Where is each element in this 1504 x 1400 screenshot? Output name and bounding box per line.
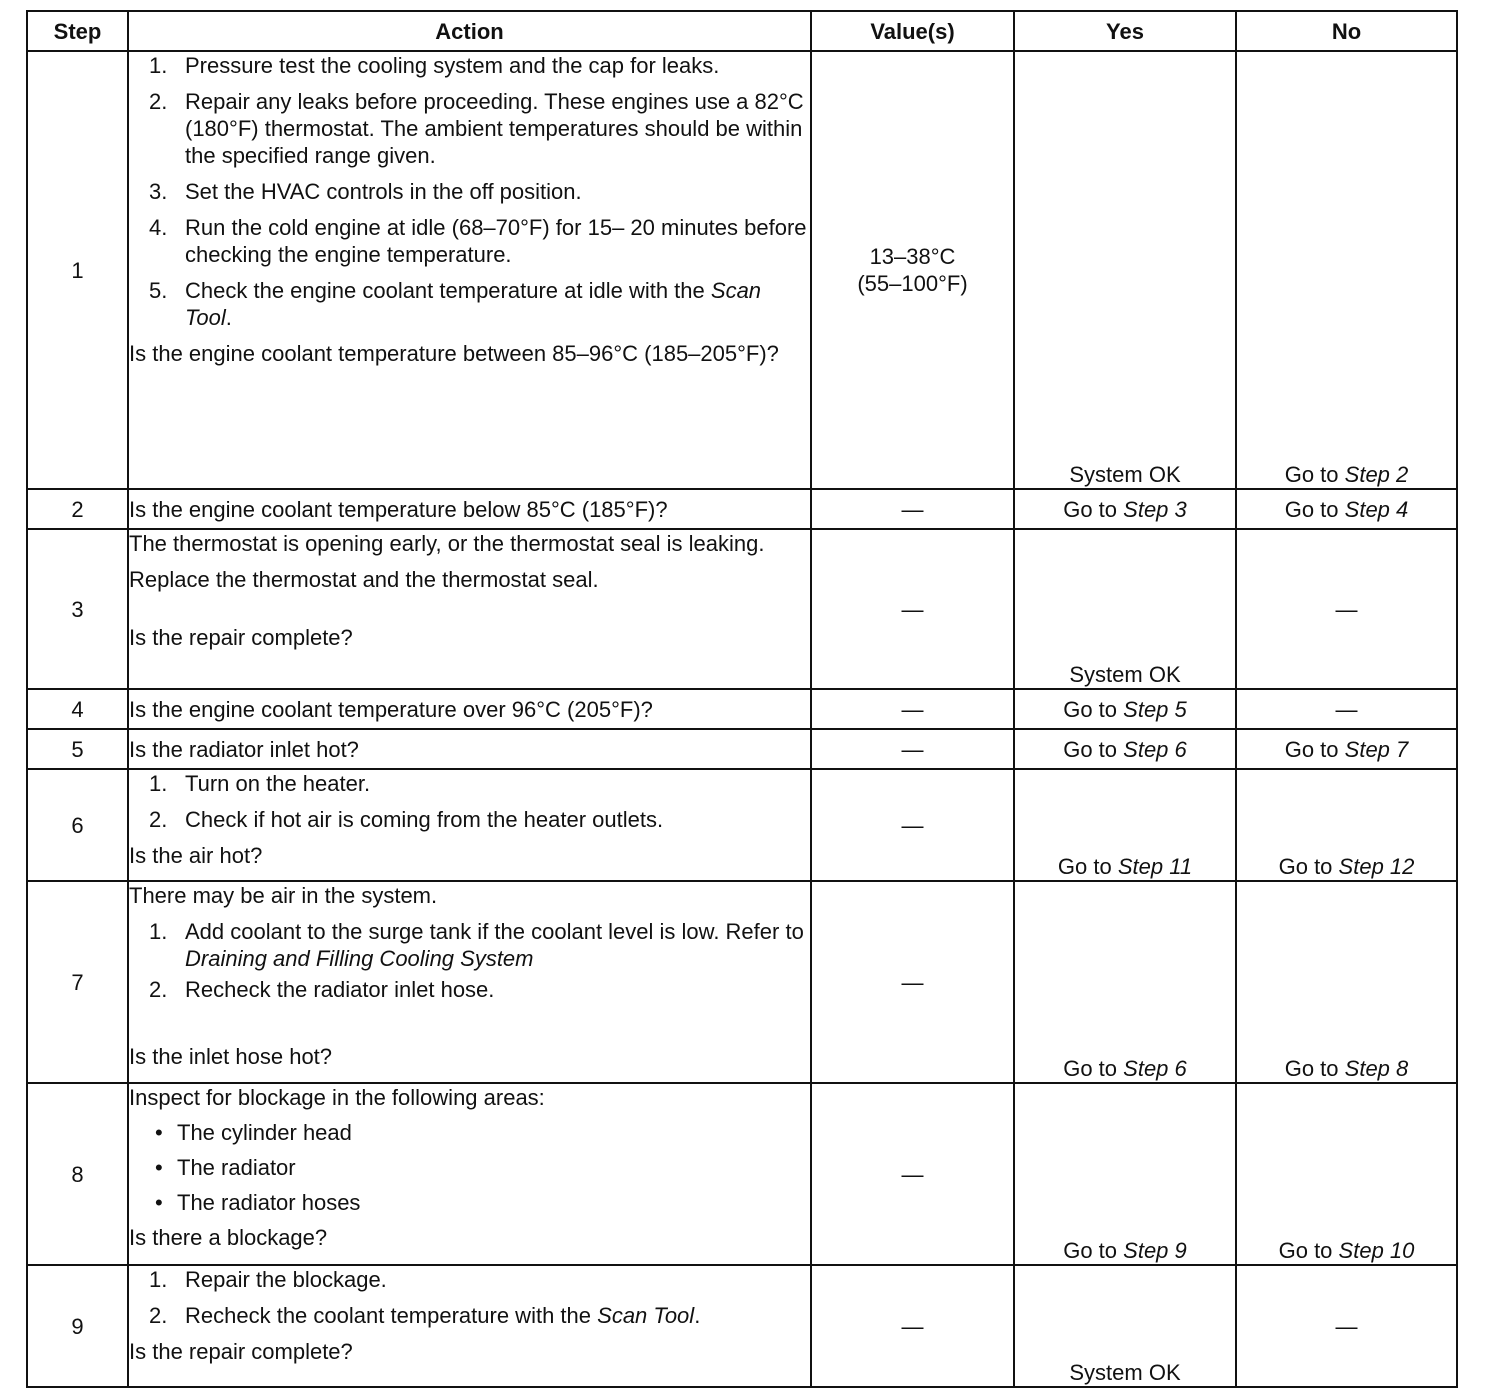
yes-cell: System OK bbox=[1014, 1265, 1236, 1387]
question-text: Is the engine coolant temperature below 85°C (185°F)? bbox=[128, 489, 811, 529]
list-item: 2. Recheck the radiator inlet hose. bbox=[149, 977, 495, 1002]
list-item: • The radiator bbox=[155, 1155, 296, 1180]
no-cell: — bbox=[1236, 529, 1457, 689]
question-text: Is there a blockage? bbox=[129, 1225, 328, 1250]
list-item: 1. Add coolant to the surge tank if the coolant level is low. Refer to Draining and Filling Cooling System bbox=[149, 919, 804, 971]
list-item: 2. Check if hot air is coming from the heater outlets. bbox=[149, 807, 664, 832]
intro-text: The thermostat is opening early, or the thermostat seal is leaking. bbox=[129, 531, 765, 556]
yes-cell: Go to Step 5 bbox=[1014, 689, 1236, 729]
list-item: 5. Check the engine coolant temperature at idle with the Scan Tool. bbox=[149, 278, 762, 330]
value-cell: — bbox=[811, 689, 1014, 729]
step-number: 5 bbox=[27, 729, 128, 769]
list-item: 1. Pressure test the cooling system and the cap for leaks. bbox=[149, 53, 720, 78]
value-cell: — bbox=[811, 529, 1014, 689]
step-number: 6 bbox=[27, 769, 128, 881]
diagnostic-table bbox=[26, 10, 1458, 1388]
list-item: • The radiator hoses bbox=[155, 1190, 361, 1215]
header-action: Action bbox=[128, 11, 811, 51]
list-item: 1. Turn on the heater. bbox=[149, 771, 371, 796]
no-cell: Go to Step 7 bbox=[1236, 729, 1457, 769]
header-step: Step bbox=[27, 11, 128, 51]
intro-text: Inspect for blockage in the following areas: bbox=[129, 1085, 545, 1110]
intro-text: There may be air in the system. bbox=[129, 883, 438, 908]
step-number: 1 bbox=[27, 51, 128, 489]
table-row bbox=[27, 729, 1457, 769]
step-number: 7 bbox=[27, 881, 128, 1083]
table-row bbox=[27, 51, 1457, 489]
header-values: Value(s) bbox=[811, 11, 1014, 51]
step-number: 4 bbox=[27, 689, 128, 729]
table-row bbox=[27, 529, 1457, 689]
yes-cell: Go to Step 9 bbox=[1014, 1083, 1236, 1265]
no-cell: Go to Step 10 bbox=[1236, 1083, 1457, 1265]
yes-cell: Go to Step 6 bbox=[1014, 729, 1236, 769]
question-text: Is the radiator inlet hot? bbox=[128, 729, 811, 769]
list-item: 2. Recheck the coolant temperature with the Scan Tool. bbox=[149, 1303, 701, 1328]
instruction-text: Replace the thermostat and the thermostat seal. bbox=[129, 567, 599, 592]
list-item: • The cylinder head bbox=[155, 1120, 352, 1145]
table-header-row bbox=[27, 11, 1457, 51]
action-cell bbox=[128, 1265, 811, 1387]
yes-cell: System OK bbox=[1014, 51, 1236, 489]
question-text: Is the engine coolant temperature between 85–96°C (185–205°F)? bbox=[129, 341, 779, 366]
table-row bbox=[27, 689, 1457, 729]
question-text: Is the repair complete? bbox=[129, 1339, 353, 1364]
table-row bbox=[27, 881, 1457, 1083]
step-number: 3 bbox=[27, 529, 128, 689]
yes-cell: Go to Step 6 bbox=[1014, 881, 1236, 1083]
question-text: Is the repair complete? bbox=[129, 625, 353, 650]
no-cell: — bbox=[1236, 1265, 1457, 1387]
question-text: Is the engine coolant temperature over 96°C (205°F)? bbox=[128, 689, 811, 729]
action-cell bbox=[128, 529, 811, 689]
value-cell: — bbox=[811, 1265, 1014, 1387]
action-cell bbox=[128, 881, 811, 1083]
table-row bbox=[27, 489, 1457, 529]
question-text: Is the inlet hose hot? bbox=[129, 1044, 333, 1069]
value-cell: 13–38°C (55–100°F) bbox=[811, 51, 1014, 489]
action-cell bbox=[128, 1083, 811, 1265]
list-item: 4. Run the cold engine at idle (68–70°F) for 15– 20 minutes before checking the engine temperature. bbox=[149, 215, 807, 267]
list-item: 1. Repair the blockage. bbox=[149, 1267, 387, 1292]
step-number: 8 bbox=[27, 1083, 128, 1265]
value-cell: — bbox=[811, 769, 1014, 881]
list-item: 3. Set the HVAC controls in the off position. bbox=[149, 179, 582, 204]
step-number: 9 bbox=[27, 1265, 128, 1387]
step-number: 2 bbox=[27, 489, 128, 529]
no-cell: Go to Step 2 bbox=[1236, 51, 1457, 489]
no-cell: — bbox=[1236, 689, 1457, 729]
value-cell: — bbox=[811, 489, 1014, 529]
no-cell: Go to Step 12 bbox=[1236, 769, 1457, 881]
table-row bbox=[27, 1265, 1457, 1387]
value-cell: — bbox=[811, 729, 1014, 769]
action-cell bbox=[128, 51, 811, 489]
yes-cell: Go to Step 3 bbox=[1014, 489, 1236, 529]
yes-cell: System OK bbox=[1014, 529, 1236, 689]
table-row bbox=[27, 769, 1457, 881]
question-text: Is the air hot? bbox=[129, 843, 263, 868]
action-cell bbox=[128, 769, 811, 881]
table-row bbox=[27, 1083, 1457, 1265]
value-cell: — bbox=[811, 881, 1014, 1083]
list-item: 2. Repair any leaks before proceeding. These engines use a 82°C (180°F) thermostat. The ambient temperatures should be within the specified range given. bbox=[149, 89, 804, 168]
header-yes: Yes bbox=[1014, 11, 1236, 51]
header-no: No bbox=[1236, 11, 1457, 51]
no-cell: Go to Step 4 bbox=[1236, 489, 1457, 529]
no-cell: Go to Step 8 bbox=[1236, 881, 1457, 1083]
value-cell: — bbox=[811, 1083, 1014, 1265]
yes-cell: Go to Step 11 bbox=[1014, 769, 1236, 881]
